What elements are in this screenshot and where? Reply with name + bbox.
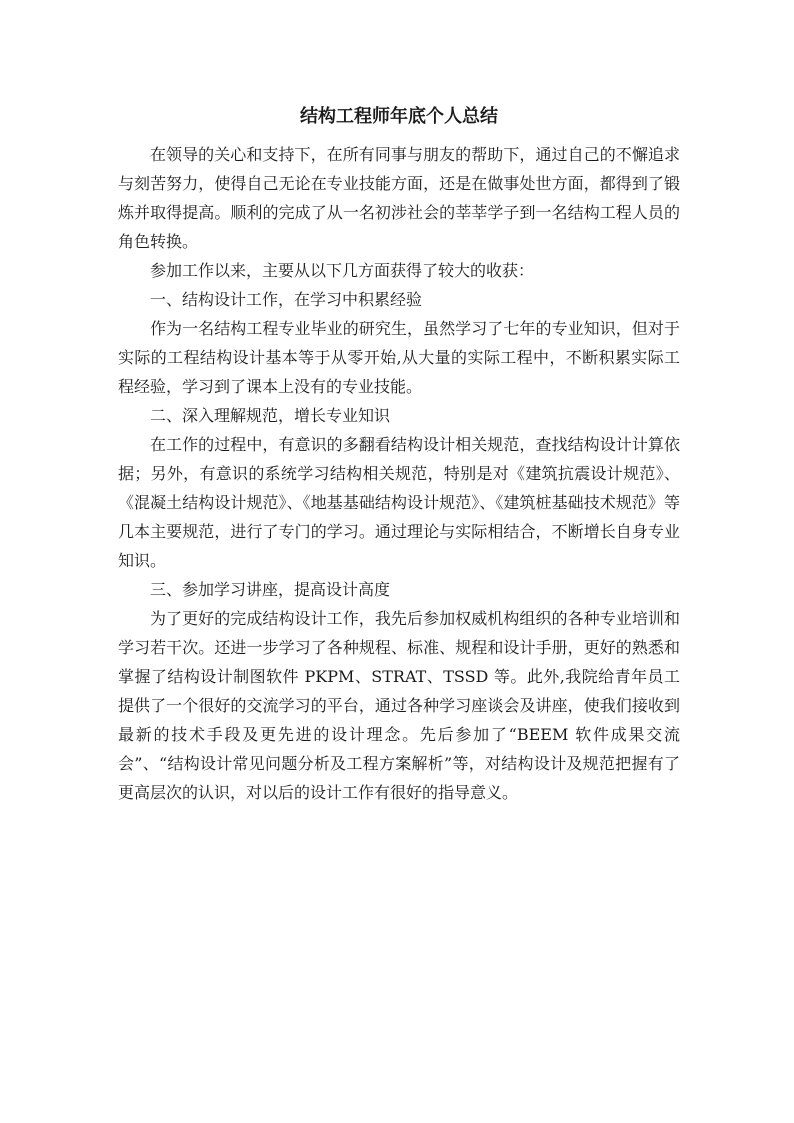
section-heading-3: 三、参加学习讲座，提高设计高度 [150,580,391,599]
document-title: 结构工程师年底个人总结 [300,106,498,127]
paragraph-intro: 在领导的关心和支持下，在所有同事与朋友的帮助下，通过自己的不懈追求与刻苦努力，使得自己无论在专业技能方面，还是在做事处世方面，都得到了锻炼并取得提高。顺利的完成了从一名初涉社会的莘莘学子到一名结构工程人员的角色转换。 [118,145,680,251]
document-body [118,100,680,807]
section-heading-2: 二、深入理解规范，增长专业知识 [150,406,391,425]
paragraph-section-2: 在工作的过程中，有意识的多翻看结构设计相关规范，查找结构设计计算依据；另外，有意识的系统学习结构相关规范，特别是对《建筑抗震设计规范》、《混凝土结构设计规范》、《地基基础结构设计规范》、《建筑桩基础技术规范》等几本主要规范，进行了专门的学习。通过理论与实际相结合，不断增长自身专业知识。 [118,435,680,570]
section-heading-1: 一、结构设计工作，在学习中积累经验 [150,290,423,309]
paragraph-section-3: 为了更好的完成结构设计工作，我先后参加权威机构组织的各种专业培训和学习若干次。还进一步学习了各种规程、标准、规程和设计手册，更好的熟悉和掌握了结构设计制图软件 PKPM、STRAT、TSSD 等。此外,我院给青年员工提供了一个很好的交流学习的平台，通过各种学习座谈会及讲座，使我们接收到最新的技术手段及更先进的设计理念。先后参加了“BEEM 软件成果交流会”、“结构设计常见问题分析及工程方案解析”等，对结构设计及规范把握有了更高层次的认识，对以后的设计工作有很好的指导意义。 [118,609,680,802]
paragraph-section-1: 作为一名结构工程专业毕业的研究生，虽然学习了七年的专业知识，但对于实际的工程结构设计基本等于从零开始,从大量的实际工程中，不断积累实际工程经验，学习到了课本上没有的专业技能。 [118,319,680,396]
paragraph-summary-lead: 参加工作以来，主要从以下几方面获得了较大的收获： [150,261,535,280]
